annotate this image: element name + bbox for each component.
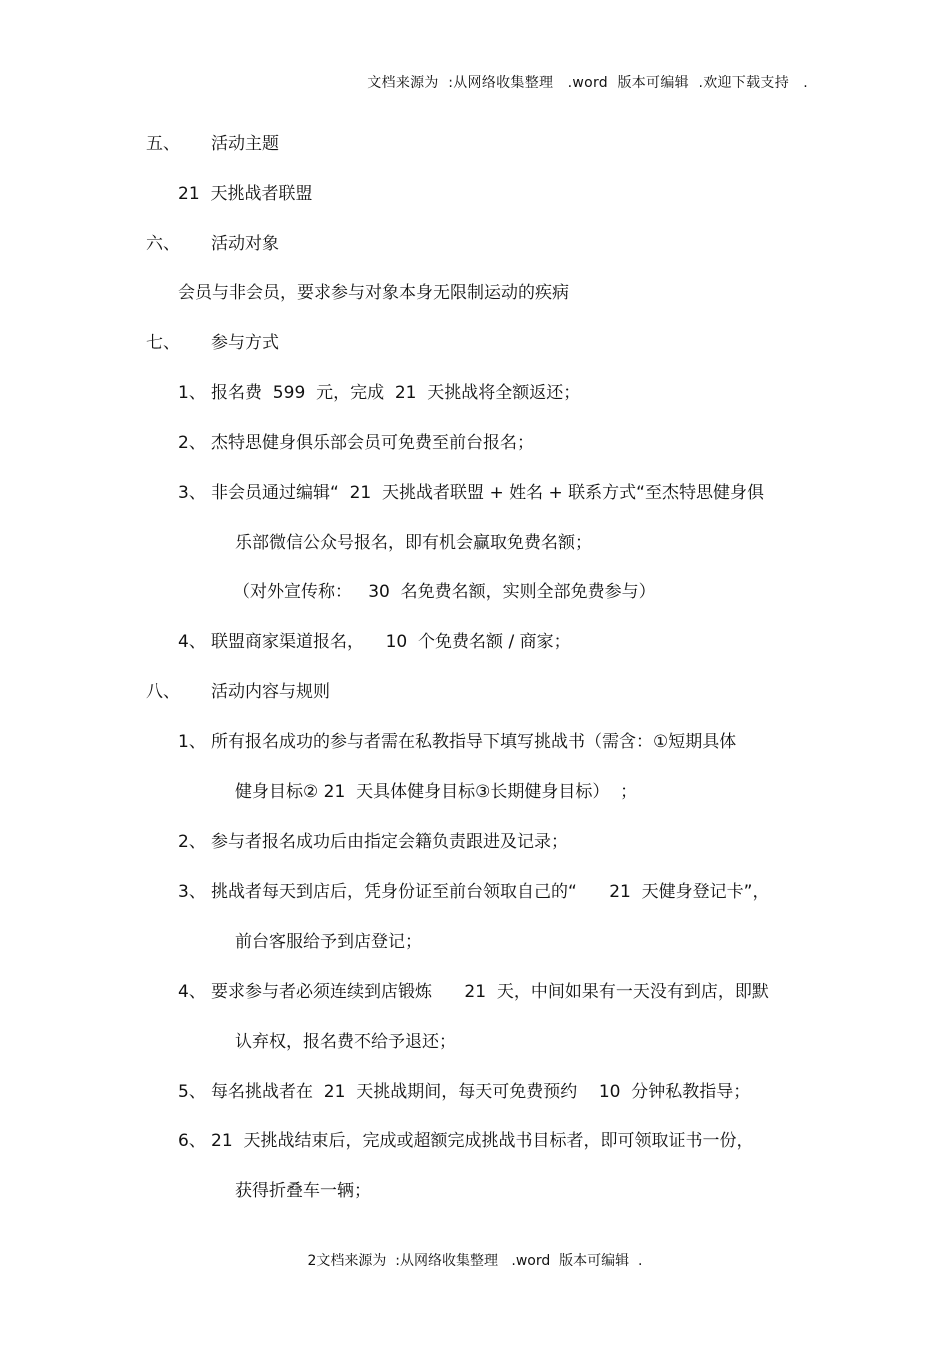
section-5-title: 活动主题 (211, 134, 279, 154)
s8-item-1-number: 1、 (178, 732, 206, 752)
s8-item-6-text: 21 天挑战结束后，完成或超额完成挑战书目标者，即可领取证书一份， (211, 1131, 754, 1151)
s8-item-5-number: 5、 (178, 1082, 206, 1102)
section-6-body: 会员与非会员，要求参与对象本身无限制运动的疾病 (178, 283, 569, 303)
s8-item-4-continuation: 认弃权，报名费不给予退还； (235, 1032, 456, 1052)
s8-item-4-number: 4、 (178, 982, 206, 1002)
s7-item-3-continuation: 乐部微信公众号报名，即有机会赢取免费名额； (235, 533, 592, 553)
s7-item-2-number: 2、 (178, 433, 206, 453)
section-7-number: 七、 (146, 333, 180, 353)
s8-item-6-continuation: 获得折叠车一辆； (235, 1181, 371, 1201)
s7-item-1-number: 1、 (178, 383, 206, 403)
s8-item-1-continuation: 健身目标② 21 天具体健身目标③长期健身目标） ； (235, 782, 638, 802)
s7-item-1-text: 报名费 599 元，完成 21 天挑战将全额返还； (211, 383, 581, 403)
s8-item-3-number: 3、 (178, 882, 206, 902)
section-8-title: 活动内容与规则 (211, 682, 330, 702)
page-header: 文档来源为 :从网络收集整理 .word 版本可编辑 .欢迎下载支持 . (367, 75, 808, 91)
s7-item-3-note: （对外宣传称： 30 名免费名额，实则全部免费参与） (233, 582, 656, 602)
s8-item-5-text: 每名挑战者在 21 天挑战期间，每天可免费预约 10 分钟私教指导； (211, 1082, 751, 1102)
page-footer: 2文档来源为 :从网络收集整理 .word 版本可编辑 . (307, 1253, 643, 1269)
section-6-title: 活动对象 (211, 234, 279, 254)
section-6-number: 六、 (146, 234, 180, 254)
s7-item-4-number: 4、 (178, 632, 206, 652)
section-5-body: 21 天挑战者联盟 (178, 184, 313, 204)
s7-item-2-text: 杰特思健身俱乐部会员可免费至前台报名； (211, 433, 534, 453)
s8-item-2-text: 参与者报名成功后由指定会籍负责跟进及记录； (211, 832, 568, 852)
s7-item-3-number: 3、 (178, 483, 206, 503)
section-5-number: 五、 (146, 134, 180, 154)
s8-item-3-text: 挑战者每天到店后，凭身份证至前台领取自己的“ 21 天健身登记卡”， (211, 882, 770, 902)
section-7-title: 参与方式 (211, 333, 279, 353)
section-8-number: 八、 (146, 682, 180, 702)
s8-item-3-continuation: 前台客服给予到店登记； (235, 932, 422, 952)
s7-item-3-text: 非会员通过编辑“ 21 天挑战者联盟 + 姓名 + 联系方式“至杰特思健身俱 (211, 483, 764, 503)
s8-item-2-number: 2、 (178, 832, 206, 852)
s7-item-4-text: 联盟商家渠道报名， 10 个免费名额 / 商家； (211, 632, 571, 652)
s8-item-4-text: 要求参与者必须连续到店锻炼 21 天，中间如果有一天没有到店，即默 (211, 982, 769, 1002)
s8-item-6-number: 6、 (178, 1131, 206, 1151)
s8-item-1-text: 所有报名成功的参与者需在私教指导下填写挑战书（需含：①短期具体 (211, 732, 737, 752)
